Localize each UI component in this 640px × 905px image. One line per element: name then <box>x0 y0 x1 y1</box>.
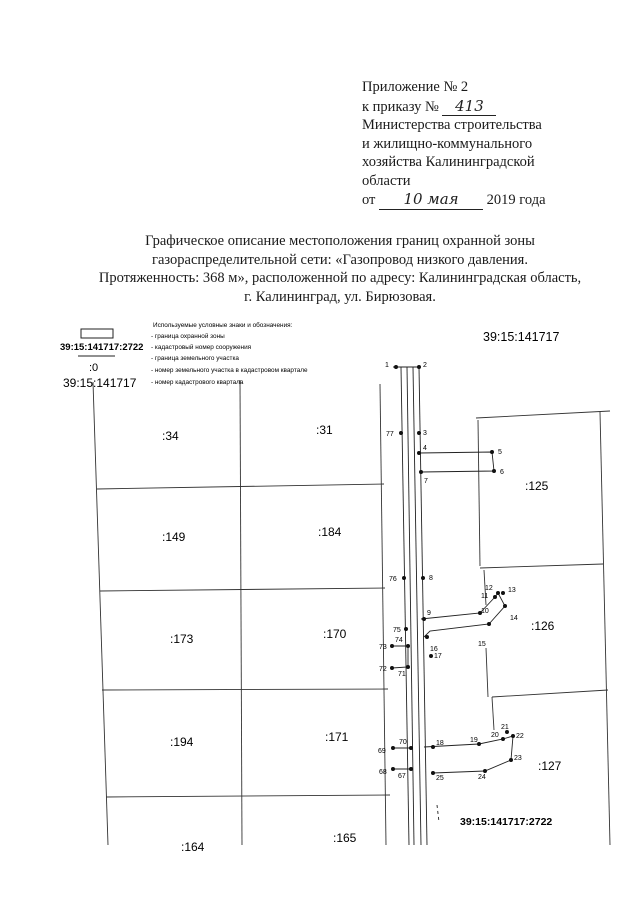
point-77-marker <box>399 431 403 435</box>
boundary-line <box>476 411 610 418</box>
boundary-line <box>100 588 385 591</box>
point-77-label: 77 <box>386 431 394 438</box>
zone-edge <box>421 593 505 637</box>
point-5-label: 5 <box>498 449 502 456</box>
title-line-1: Графическое описание местоположения границ охранной зоны <box>145 233 535 249</box>
parcel-label-184: :184 <box>318 525 342 539</box>
point-7-marker <box>419 470 423 474</box>
point-14-label: 14 <box>510 615 518 622</box>
point-6-label: 6 <box>500 469 504 476</box>
approval-line-appendix: Приложение № 2 <box>362 79 469 95</box>
parcel-label-165: :165 <box>333 831 357 845</box>
point-71-marker <box>406 665 410 669</box>
legend-item-structure: - кадастровый номер сооружения <box>151 344 252 351</box>
point-73-marker <box>390 644 394 648</box>
point-70-label: 70 <box>399 739 407 746</box>
legend-item-quarter-number: - номер кадастрового квартала <box>151 379 244 386</box>
boundary-line <box>240 380 242 845</box>
date-prefix: от <box>362 192 376 208</box>
boundary-line <box>480 564 603 568</box>
point-17-label: 17 <box>434 653 442 660</box>
boundary-line <box>600 412 610 845</box>
point-8-marker <box>421 576 425 580</box>
parcel-label-171: :171 <box>325 730 349 744</box>
zone-edge <box>419 452 494 472</box>
point-3-marker <box>417 431 421 435</box>
point-4-label: 4 <box>423 445 427 452</box>
point-14-marker <box>503 604 507 608</box>
point-75-label: 75 <box>393 627 401 634</box>
point-2-label: 2 <box>423 362 427 369</box>
point-21-label: 21 <box>501 724 509 731</box>
point-12-marker <box>496 591 500 595</box>
point-13-label: 13 <box>508 587 516 594</box>
legend-structure-sample: 39:15:141717:2722 <box>60 342 144 353</box>
point-9-label: 9 <box>427 610 431 617</box>
zone-edge <box>437 805 439 822</box>
point-3-label: 3 <box>423 430 427 437</box>
parcel-label-34: :34 <box>162 429 179 443</box>
parcel-label-127: :127 <box>538 759 562 773</box>
point-5-marker <box>490 450 494 454</box>
date-handwritten: 10 мая <box>379 190 483 210</box>
approval-line-ministry: Министерства строительства <box>362 117 542 133</box>
title-line-3: Протяженность: 368 м», расположенной по адресу: Калининградская область, <box>98 270 582 287</box>
approval-line-region: области <box>362 172 411 189</box>
parcel-boundaries <box>93 380 610 845</box>
legend-item-parcel-number: - номер земельного участка в кадастровом квартале <box>151 367 308 374</box>
point-68-label: 68 <box>379 769 387 776</box>
point-18-marker <box>431 745 435 749</box>
title-line-2: газораспределительной сети: «Газопровод низкого давления. <box>152 251 528 268</box>
point-74-marker <box>406 644 410 648</box>
legend-item-parcel-boundary: - граница земельного участка <box>151 355 239 362</box>
order-prefix: к приказу № <box>362 98 439 115</box>
point-69-label: 69 <box>378 748 386 755</box>
boundary-line <box>492 697 494 730</box>
date-suffix: 2019 года <box>486 192 546 208</box>
point-73-label: 73 <box>379 644 387 651</box>
point-23-label: 23 <box>514 755 522 762</box>
legend-quarter-sample: 39:15:141717 <box>63 376 137 390</box>
legend <box>60 321 308 390</box>
point-25-label: 25 <box>436 775 444 782</box>
legend-zone-boundary-symbol <box>81 329 113 338</box>
point-19-label: 19 <box>470 737 478 744</box>
point-72-label: 72 <box>379 666 387 673</box>
point-74-label: 74 <box>395 637 403 644</box>
point-9-marker <box>422 617 426 621</box>
parcel-label-173: :173 <box>170 632 194 646</box>
parcel-label-149: :149 <box>162 530 186 544</box>
approval-line-housing: и жилищно-коммунального <box>362 135 533 152</box>
point-6-marker <box>492 469 496 473</box>
point-17-marker <box>429 654 433 658</box>
point-72-marker <box>390 666 394 670</box>
parcel-label-125: :125 <box>525 479 549 493</box>
point-24-label: 24 <box>478 774 486 781</box>
point-68-marker <box>391 767 395 771</box>
parcel-label-170: :170 <box>323 627 347 641</box>
point-10-label: 10 <box>481 608 489 615</box>
point-25-marker <box>431 771 435 775</box>
point-20-marker <box>501 737 505 741</box>
points-layer <box>378 362 524 782</box>
order-number: 413 <box>442 97 496 117</box>
point-67-marker <box>409 767 413 771</box>
parcel-label-126: :126 <box>531 619 555 633</box>
point-76-label: 76 <box>389 576 397 583</box>
point-16-marker <box>425 635 429 639</box>
parcel-label-164: :164 <box>181 840 205 854</box>
legend-parcel-sample: :0 <box>89 362 99 374</box>
point-76-marker <box>402 576 406 580</box>
boundary-line <box>93 382 108 845</box>
legend-item-zone: - граница охранной зоны <box>151 333 225 340</box>
point-13-marker <box>501 591 505 595</box>
point-70-marker <box>409 746 413 750</box>
point-15-marker <box>487 622 491 626</box>
point-23-marker <box>509 758 513 762</box>
structure-number-label: 39:15:141717:2722 <box>460 816 553 828</box>
point-1-label: 1 <box>385 362 389 369</box>
point-24-marker <box>483 769 487 773</box>
boundary-line <box>486 648 488 697</box>
boundary-line <box>492 690 608 697</box>
boundary-line <box>102 689 388 690</box>
point-22-marker <box>511 734 515 738</box>
point-11-marker <box>493 595 497 599</box>
boundary-line <box>478 420 480 566</box>
boundary-line <box>106 795 390 797</box>
legend-header: Используемые условные знаки и обозначения: <box>153 322 293 329</box>
protection-zone <box>392 367 513 845</box>
parcel-label-31: :31 <box>316 423 333 437</box>
point-8-label: 8 <box>429 575 433 582</box>
point-12-label: 12 <box>485 585 493 592</box>
point-18-label: 18 <box>436 740 444 747</box>
point-22-label: 22 <box>516 733 524 740</box>
title-line-4: г. Калининград, ул. Бирюзовая. <box>244 288 436 305</box>
point-67-label: 67 <box>398 773 406 780</box>
point-15-label: 15 <box>478 641 486 648</box>
parcel-label-194: :194 <box>170 735 194 749</box>
point-7-label: 7 <box>424 478 428 485</box>
point-16-label: 16 <box>430 646 438 653</box>
approval-line-economy: хозяйства Калининградской <box>362 154 535 170</box>
point-71-label: 71 <box>398 671 406 678</box>
quarter-number-label: 39:15:141717 <box>483 330 560 344</box>
point-75-marker <box>404 627 408 631</box>
point-69-marker <box>391 746 395 750</box>
point-11-label: 11 <box>481 593 489 600</box>
point-20-label: 20 <box>491 732 499 739</box>
point-1-marker <box>394 365 398 369</box>
point-2-marker <box>417 365 421 369</box>
point-4-marker <box>417 451 421 455</box>
